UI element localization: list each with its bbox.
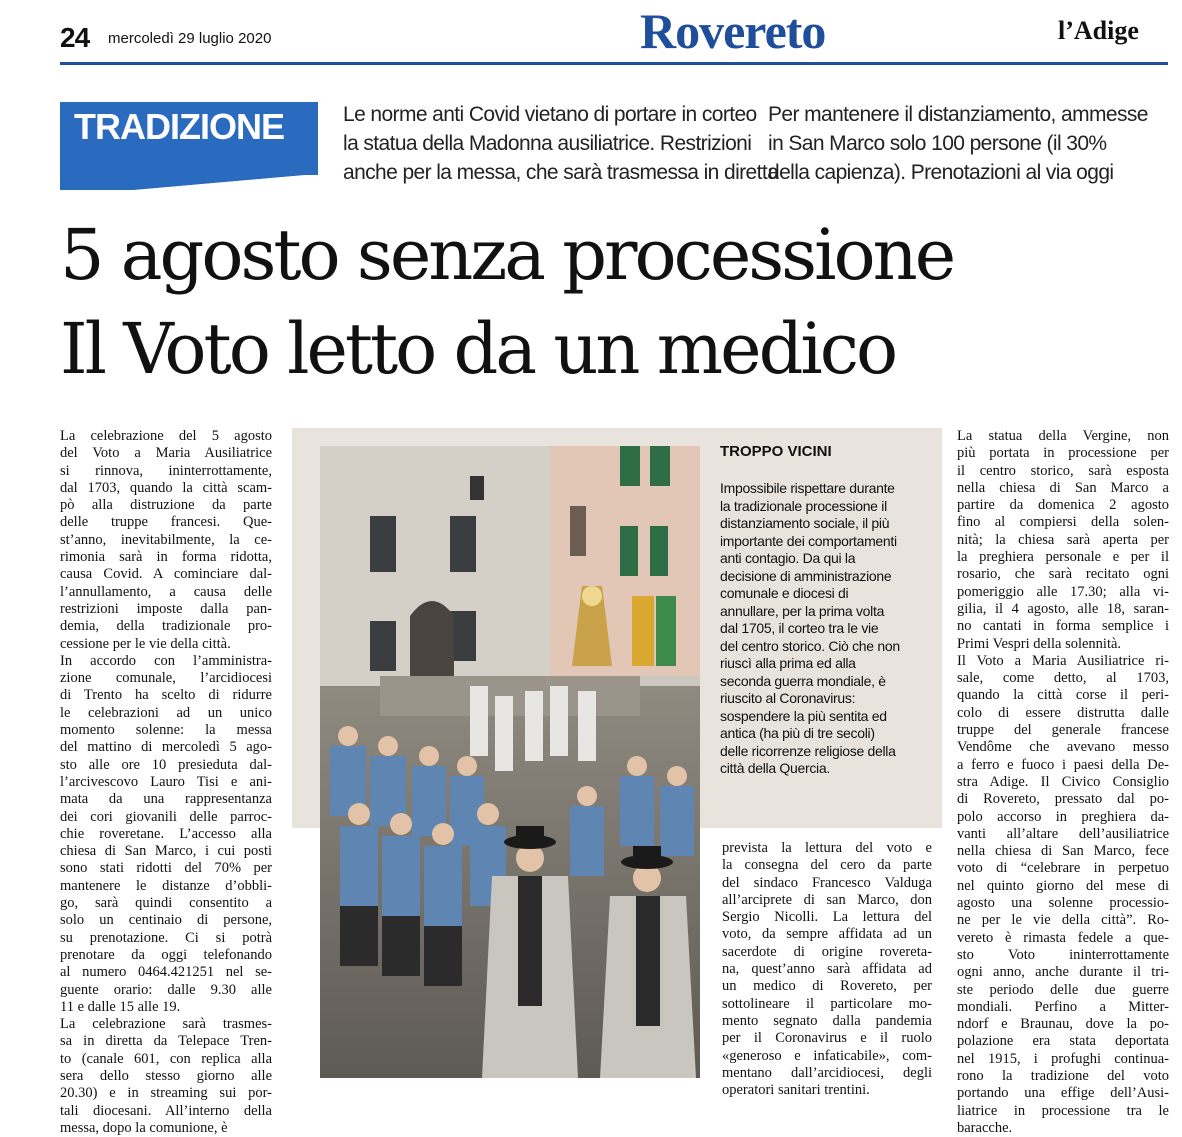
text-line: 11 e dalle 15 alle 19.: [60, 998, 181, 1015]
text-line: all’arciprete di san Marco, don: [722, 891, 932, 908]
text-line: di Rovereto, pressato dal po-: [957, 791, 1169, 808]
text-line: voto, da sempre affidata ad un: [722, 926, 932, 943]
text-line: di Trento ha scelto di ridurre: [60, 687, 272, 704]
issue-date: mercoledì 29 luglio 2020: [108, 30, 272, 47]
text-line: operatori sanitari trentini.: [722, 1082, 870, 1099]
text-line: guente orario: dalle 9.30 alle: [60, 981, 272, 998]
text-line: vereto è rimasta fedele a que-: [957, 929, 1169, 946]
text-line: gilia, il 4 agosto, alle 18, saran-: [957, 600, 1169, 617]
text-line: importante dei comportamenti: [720, 532, 897, 549]
text-line: la preghiera personale e per il: [957, 549, 1169, 566]
masthead-rule: [60, 62, 1168, 65]
text-line: «generoso e infaticabile», com-: [722, 1047, 932, 1064]
text-line: antica (ha più di tre secoli): [720, 725, 875, 741]
text-line: partire da domenica 2 agosto: [957, 497, 1169, 514]
text-line: del Voto a Maria Ausiliatrice: [60, 445, 272, 462]
text-line: st’anno, inevitabilmente, la ce-: [60, 531, 272, 548]
text-line: Vendôme che avevano messo: [957, 739, 1169, 756]
text-line: liatrice in processione tra le: [957, 1102, 1169, 1119]
text-line: go, sarà quindi consentito a: [60, 895, 272, 912]
text-line: dei cori giovanili delle parroc-: [60, 808, 272, 825]
text-line: prenotare da oggi telefonando: [60, 946, 272, 963]
text-line: a ferro e fuoco i paesi della De-: [957, 756, 1169, 773]
text-line: truppe del generale francese: [957, 722, 1169, 739]
text-line: comunale e diocesi di: [720, 585, 849, 601]
text-line: baracche.: [957, 1119, 1013, 1136]
text-line: tali diocesani. All’interno della: [60, 1102, 272, 1119]
text-line: sospendere la più sentita ed: [720, 707, 887, 724]
text-line: anti contagio. Da qui la: [720, 550, 856, 566]
deck-line: anche per la messa, che sarà trasmessa in diretta: [343, 161, 779, 184]
text-line: ogni anno, anche durante il tri-: [957, 964, 1169, 981]
text-line: zione comunale, l’arcidiocesi: [60, 670, 272, 687]
text-line: la consegna del cero da parte: [722, 857, 932, 874]
text-line: Il Voto a Maria Ausiliatrice ri-: [957, 652, 1169, 669]
text-line: cessione per le vie della città.: [60, 635, 231, 652]
text-line: l’annullamento, a causa delle: [60, 583, 272, 600]
text-line: mento segnato dalla pandemia: [722, 1012, 932, 1029]
text-line: La statua della Vergine, non: [957, 428, 1169, 444]
deck-line: la statua della Madonna ausiliatrice. Restrizioni: [343, 132, 752, 155]
deck-right: [768, 100, 1168, 187]
text-line: la tradizionale processione il: [720, 497, 887, 514]
text-line: La celebrazione del 5 agosto: [60, 428, 272, 444]
page-number: 24: [60, 22, 90, 53]
text-line: no cantati in forma semplice i: [957, 618, 1169, 635]
newspaper-logo: l’Adige: [1058, 16, 1139, 45]
text-line: al numero 0464.421251 nel se-: [60, 964, 272, 981]
text-line: mantenere le distanze d’obbli-: [60, 877, 272, 894]
text-line: nella chiesa di San Marco, fece: [957, 843, 1169, 860]
text-line: portando una effige dell’Ausi-: [957, 1085, 1169, 1102]
text-line: rono la tradizione del voto: [957, 1067, 1169, 1084]
text-line: distanziamento sociale, il più: [720, 515, 890, 531]
text-line: agosto una solenne processio-: [957, 895, 1169, 912]
text-line: solo un centinaio di persone,: [60, 912, 272, 929]
text-line: voto di “celebrare in perpetuo: [957, 860, 1169, 877]
text-line: na, quest’anno sarà affidata ad: [722, 961, 932, 978]
text-line: In accordo con l’amministra-: [60, 652, 272, 669]
text-line: ste periodo delle due guerre: [957, 981, 1169, 998]
deck-line: in San Marco solo 100 persone (il 30%: [768, 132, 1107, 155]
text-line: stra Adige. Il Civico Consiglio: [957, 773, 1169, 790]
text-line: sottolineare il particolare mo-: [722, 995, 932, 1012]
text-line: 20.30) e in streaming sui por-: [60, 1085, 272, 1102]
text-line: nità; la chiesa sarà aperta per: [957, 531, 1169, 548]
text-line: Sergio Nicolli. La lettura del: [722, 909, 932, 926]
text-line: del mattino di mercoledì 5 ago-: [60, 739, 272, 756]
kicker-box: [60, 102, 318, 190]
text-line: del centro storico. Ciò che non: [720, 637, 900, 654]
text-line: le celebrazioni ad un unico: [60, 704, 272, 721]
text-line: polazione era stata deportata: [957, 1033, 1169, 1050]
text-line: del sindaco Francesco Valduga: [722, 874, 932, 891]
text-line: sale, come detto, al 1703,: [957, 670, 1169, 687]
text-line: più portata in processione per: [957, 445, 1169, 462]
text-line: quando la città corse il peri-: [957, 687, 1169, 704]
text-line: sono stati ridotti del 70% per: [60, 860, 272, 877]
sidebar-box: [720, 443, 935, 778]
kicker-label: TRADIZIONE: [74, 106, 284, 147]
text-line: dal 1703, quando la città scam-: [60, 479, 272, 496]
text-line: delle ricorrenze religiose della: [720, 742, 896, 759]
text-line: rimonia sarà in forma ridotta,: [60, 549, 272, 566]
text-line: il centro storico, sarà esposta: [957, 462, 1169, 479]
text-line: delle truppe francesi. Que-: [60, 514, 272, 531]
text-line: pomeriggio alle 17.30; alla vi-: [957, 583, 1169, 600]
deck-line: Per mantenere il distanziamento, ammesse: [768, 103, 1148, 126]
text-line: ne per le vie della città”. Ro-: [957, 912, 1169, 929]
text-line: riuscì alla prima ed alla: [720, 655, 856, 671]
text-line: sera dello stesso giorno alle: [60, 1067, 272, 1084]
text-line: l’arcivescovo Lauro Tisi e ani-: [60, 773, 272, 790]
text-line: un medico di Rovereto, per: [722, 978, 932, 995]
sidebar-title: TROPPO VICINI: [720, 443, 832, 460]
text-line: rosario, che sarà recitato ogni: [957, 566, 1169, 583]
text-line: mata da una rappresentanza: [60, 791, 272, 808]
text-line: decisione di amministrazione: [720, 567, 892, 584]
article-column-3: [957, 428, 1169, 1137]
text-line: chiesa di San Marco, i cui posti: [60, 843, 272, 860]
text-line: fino al compiersi della solen-: [957, 514, 1169, 531]
deck-left: [343, 100, 779, 187]
text-line: Primi Vespri della solennità.: [957, 635, 1122, 652]
deck-line: Le norme anti Covid vietano di portare in corteo: [343, 103, 757, 126]
text-line: nella chiesa di San Marco a: [957, 479, 1169, 496]
text-line: seconda guerra mondiale, è: [720, 672, 886, 689]
text-line: mondiali. Perfino a Mitter-: [957, 998, 1169, 1015]
text-line: to (canale 601, con replica alla: [60, 1050, 272, 1067]
text-line: sacerdote di origine rovereta-: [722, 943, 932, 960]
text-line: momento solenne: la messa: [60, 722, 272, 739]
text-line: chie roveretane. L’accesso alla: [60, 825, 272, 842]
article-column-2: [722, 840, 932, 1099]
article-column-1: [60, 428, 272, 1137]
text-line: riuscito al Coronavirus:: [720, 690, 856, 706]
text-line: pò alla distruzione da parte: [60, 497, 272, 514]
text-line: demia, della tradizionale pro-: [60, 618, 272, 635]
text-line: La celebrazione sarà trasmes-: [60, 1016, 272, 1033]
text-line: sto alle ore 10 presieduta dal-: [60, 756, 272, 773]
deck-line: della capienza). Prenotazioni al via oggi: [768, 161, 1114, 184]
procession-photo: [320, 446, 700, 1078]
text-line: per il Coronavirus e il ruolo: [722, 1030, 932, 1047]
masthead: [0, 0, 1182, 60]
text-line: sa in diretta da Telepace Tren-: [60, 1033, 272, 1050]
text-line: vanti all’altare dell’ausiliatrice: [957, 825, 1169, 842]
text-line: messa, dopo la comunione, è: [60, 1119, 228, 1136]
text-line: polo accorso in preghiera da-: [957, 808, 1169, 825]
text-line: colo di essere distrutta dalle: [957, 704, 1169, 721]
text-line: nel 1915, i profughi continua-: [957, 1050, 1169, 1067]
text-line: si rinnova, ininterrottamente,: [60, 462, 272, 479]
text-line: dal 1705, il corteo tra le vie: [720, 620, 879, 636]
text-line: annullare, per la prima volta: [720, 602, 885, 619]
headline-line-1: 5 agosto senza processione: [60, 214, 954, 296]
section-title: Rovereto: [640, 3, 826, 59]
text-line: mentano dall’arcidiocesi, degli: [722, 1064, 932, 1081]
text-line: prevista la lettura del voto e: [722, 840, 932, 856]
text-line: su prenotazione. Ci si potrà: [60, 929, 272, 946]
text-line: nel quinto giorno del mese di: [957, 877, 1169, 894]
text-line: restrizioni imposte dalla pan-: [60, 600, 272, 617]
text-line: ndorf e Braunau, dove la po-: [957, 1016, 1169, 1033]
headline-line-2: Il Voto letto da un medico: [60, 308, 896, 390]
text-line: causa Covid. A cominciare dal-: [60, 566, 272, 583]
text-line: sto Voto ininterrottamente: [957, 946, 1169, 963]
text-line: città della Quercia.: [720, 760, 830, 776]
text-line: Impossibile rispettare durante: [720, 480, 895, 496]
sidebar-text: [720, 480, 935, 778]
